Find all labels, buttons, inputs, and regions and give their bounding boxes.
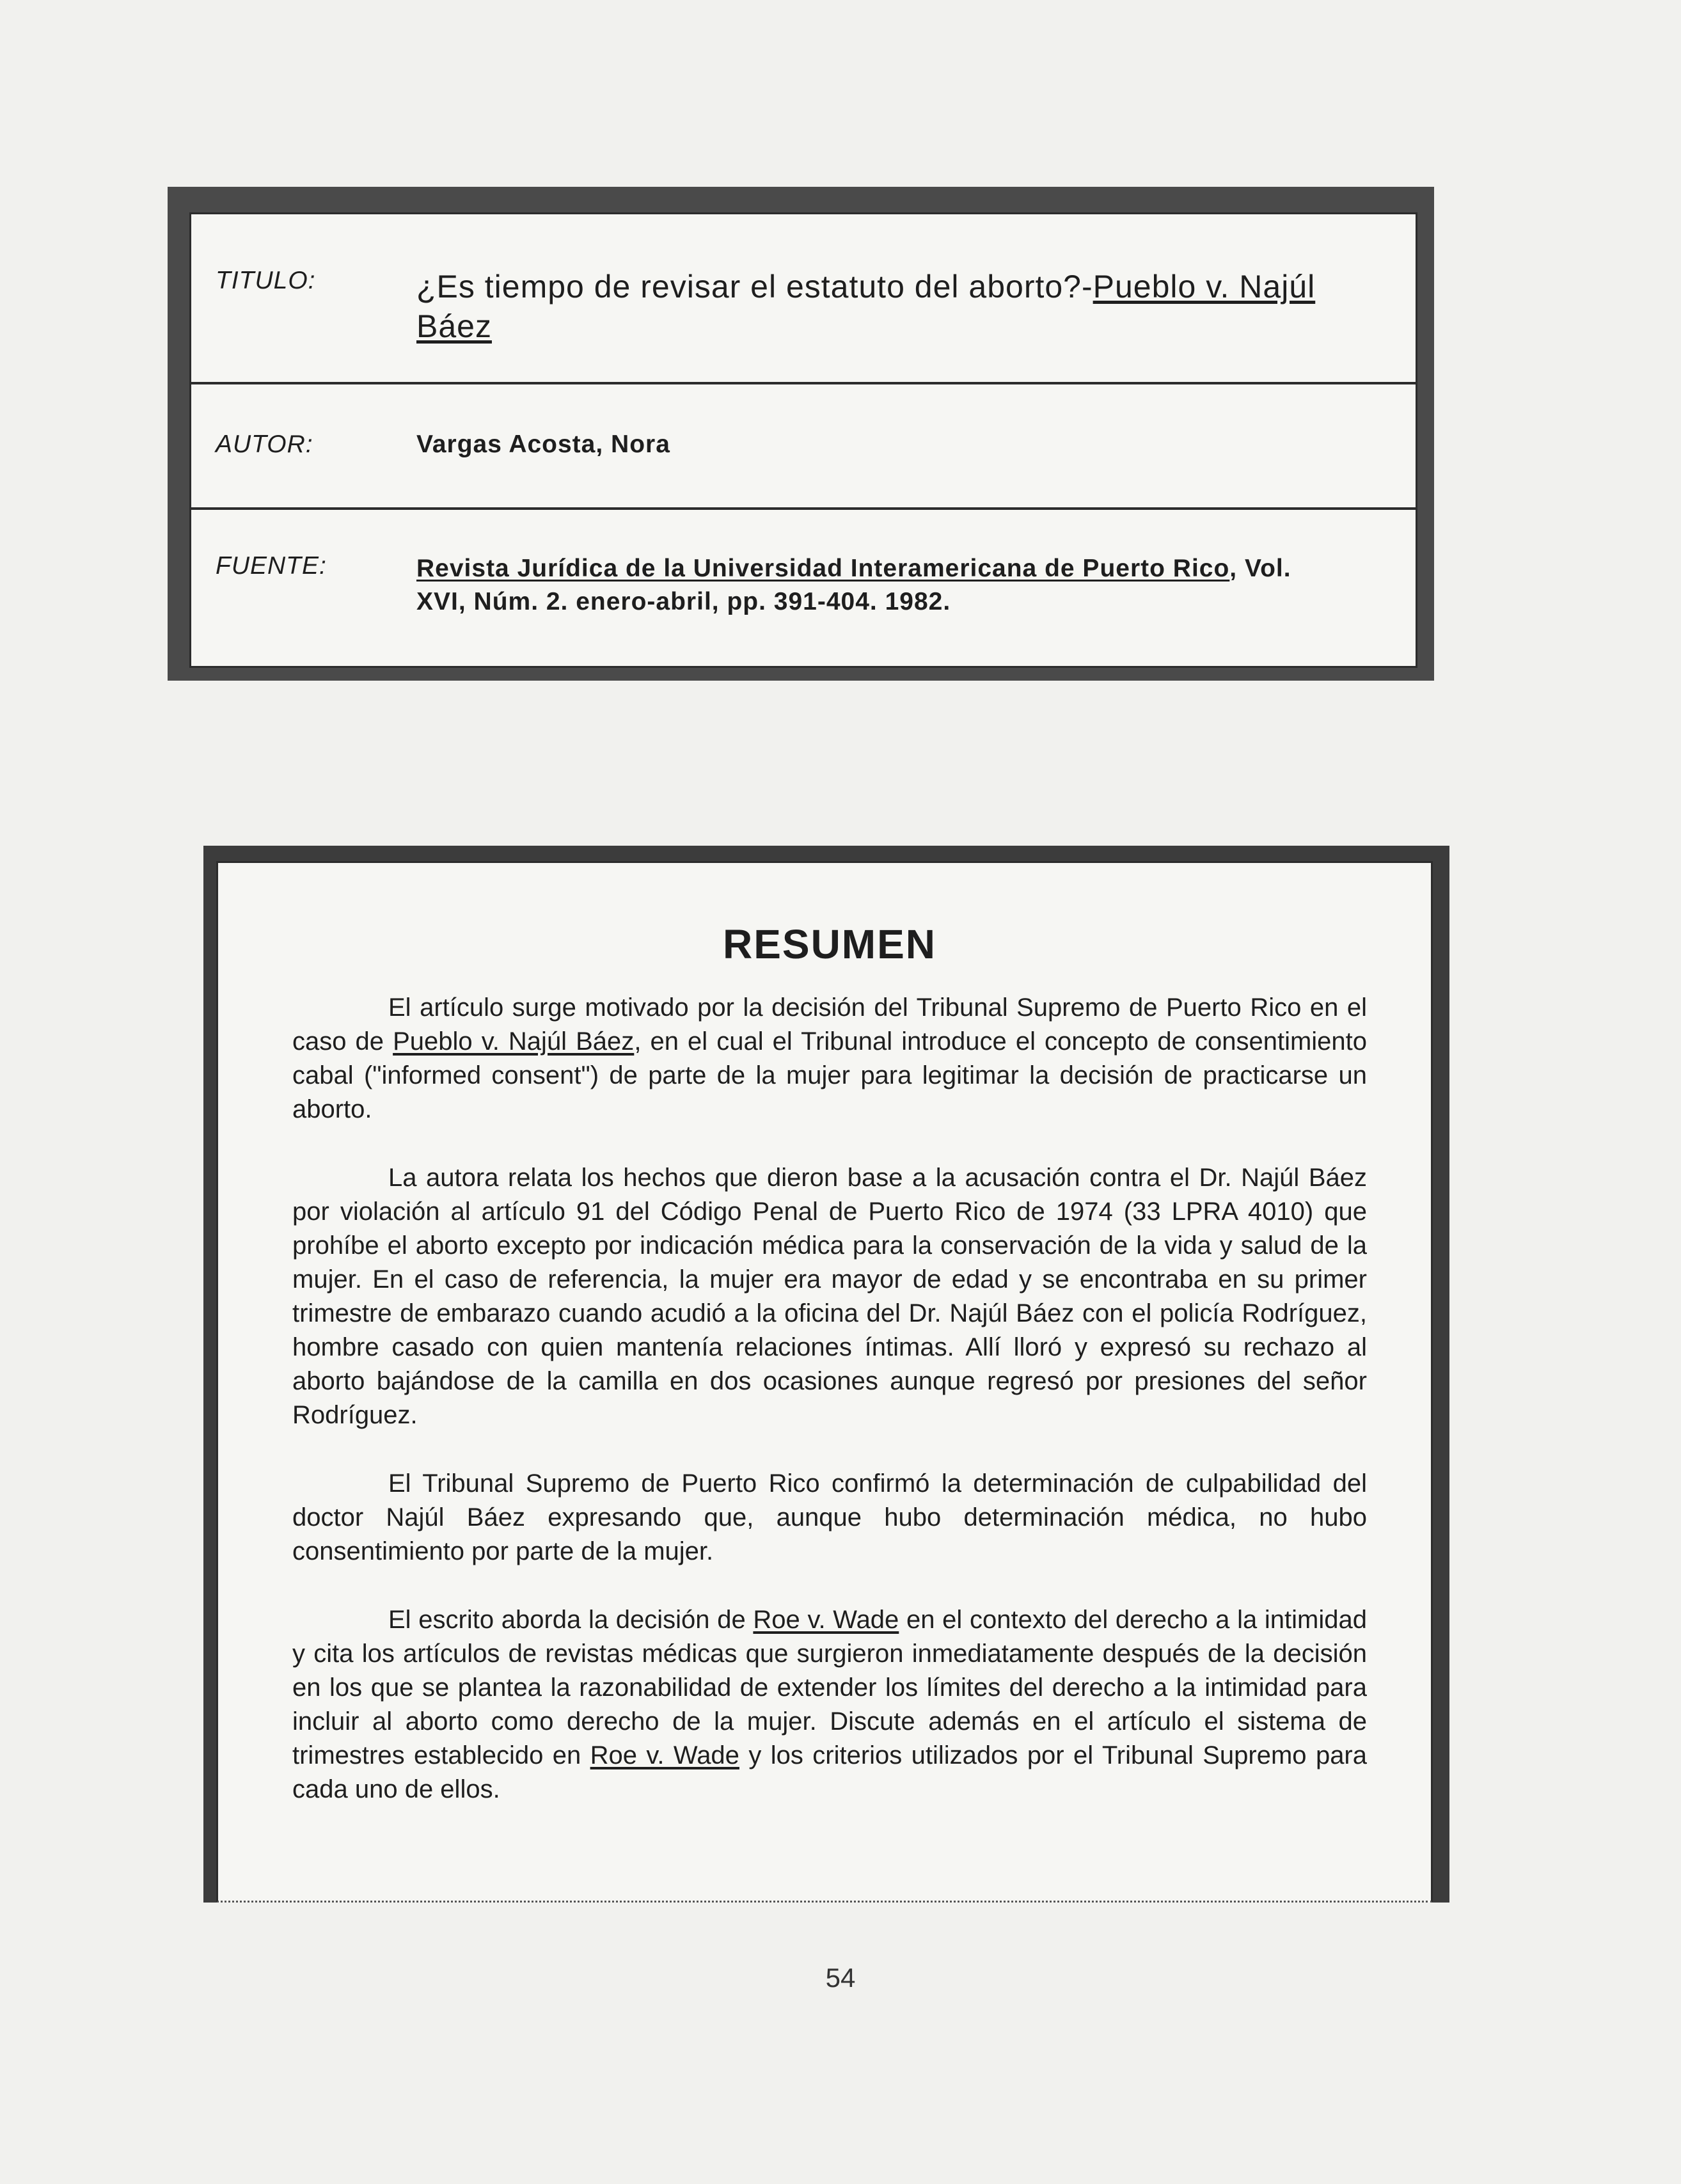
title-case-name: Pueblo v. Najúl Báez [416, 269, 1316, 344]
title-text: ¿Es tiempo de revisar el estatuto del aborto?- [416, 269, 1093, 305]
resumen-card [203, 846, 1449, 1903]
p1-case-name: Pueblo v. Najúl Báez [393, 1027, 635, 1056]
title-row [191, 214, 1416, 384]
title-value [416, 267, 1416, 382]
resumen-paragraph-1 [292, 991, 1367, 1127]
p4-text-b: en el contexto del derecho a la intimidad y cita los artículos de revistas médicas que surgieron inmediatamente después de la decisión en los que se plantea la razonabilidad de extender los límites del derecho a la intimidad para incluir al aborto como derecho de la mujer. Discute además en el artículo el sistema de trimestres establecido en [292, 1606, 1367, 1769]
p4-case-name-2: Roe v. Wade [590, 1741, 739, 1769]
page-number: 54 [825, 1963, 856, 1993]
source-journal: Revista Jurídica de la Universidad Interamericana de Puerto Rico [416, 555, 1230, 582]
header-card [168, 187, 1434, 681]
author-label: AUTOR: [216, 431, 313, 458]
resumen-paragraph-4 [292, 1603, 1367, 1807]
header-table [189, 212, 1417, 668]
p1-text-b: , en el cual el Tribunal introduce el concepto de consentimiento cabal ("informed consent") de parte de la mujer para legitimar la decisión de practicarse un aborto. [292, 1027, 1368, 1123]
source-label: FUENTE: [216, 552, 327, 580]
title-label: TITULO: [216, 267, 316, 294]
resumen-heading: RESUMEN [722, 921, 937, 967]
p1-text-a: El artículo surge motivado por la decisión del Tribunal Supremo de Puerto Rico en el caso de [292, 993, 1367, 1056]
source-details: , Vol. XVI, Núm. 2. enero-abril, pp. 391-404. 1982. [416, 555, 1291, 615]
resumen-paragraph-2: La autora relata los hechos que dieron base a la acusación contra el Dr. Najúl Báez por violación al artículo 91 del Código Penal de Puerto Rico de 1974 (33 LPRA 4010) que prohíbe el aborto excepto por indicación médica para la conservación de la vida y salud de la mujer. En el caso de referencia, la mujer era mayor de edad y se encontraba en su primer trimestre de embarazo cuando acudió a la oficina del Dr. Najúl Báez con el policía Rodríguez, hombre casado con quien mantenía relaciones íntimas. Allí lloró y expresó su rechazo al aborto bajándose de la camilla en dos ocasiones aunque regresó por presiones del señor Rodríguez. [292, 1164, 1367, 1429]
resumen-box [216, 861, 1433, 1903]
author-value: Vargas Acosta, Nora [416, 431, 670, 458]
resumen-paragraph-3: El Tribunal Supremo de Puerto Rico confirmó la determinación de culpabilidad del doctor Najúl Báez expresando que, aunque hubo determinación médica, no hubo consentimiento por parte de la mujer. [292, 1469, 1367, 1565]
source-value [416, 552, 1416, 666]
author-row [191, 384, 1416, 510]
p4-text-c: y los criterios utilizados por el Tribunal Supremo para cada uno de ellos. [292, 1741, 1368, 1803]
p4-text-a: El escrito aborda la decisión de [388, 1606, 754, 1634]
source-row [191, 510, 1416, 666]
p4-case-name-1: Roe v. Wade [753, 1606, 899, 1634]
